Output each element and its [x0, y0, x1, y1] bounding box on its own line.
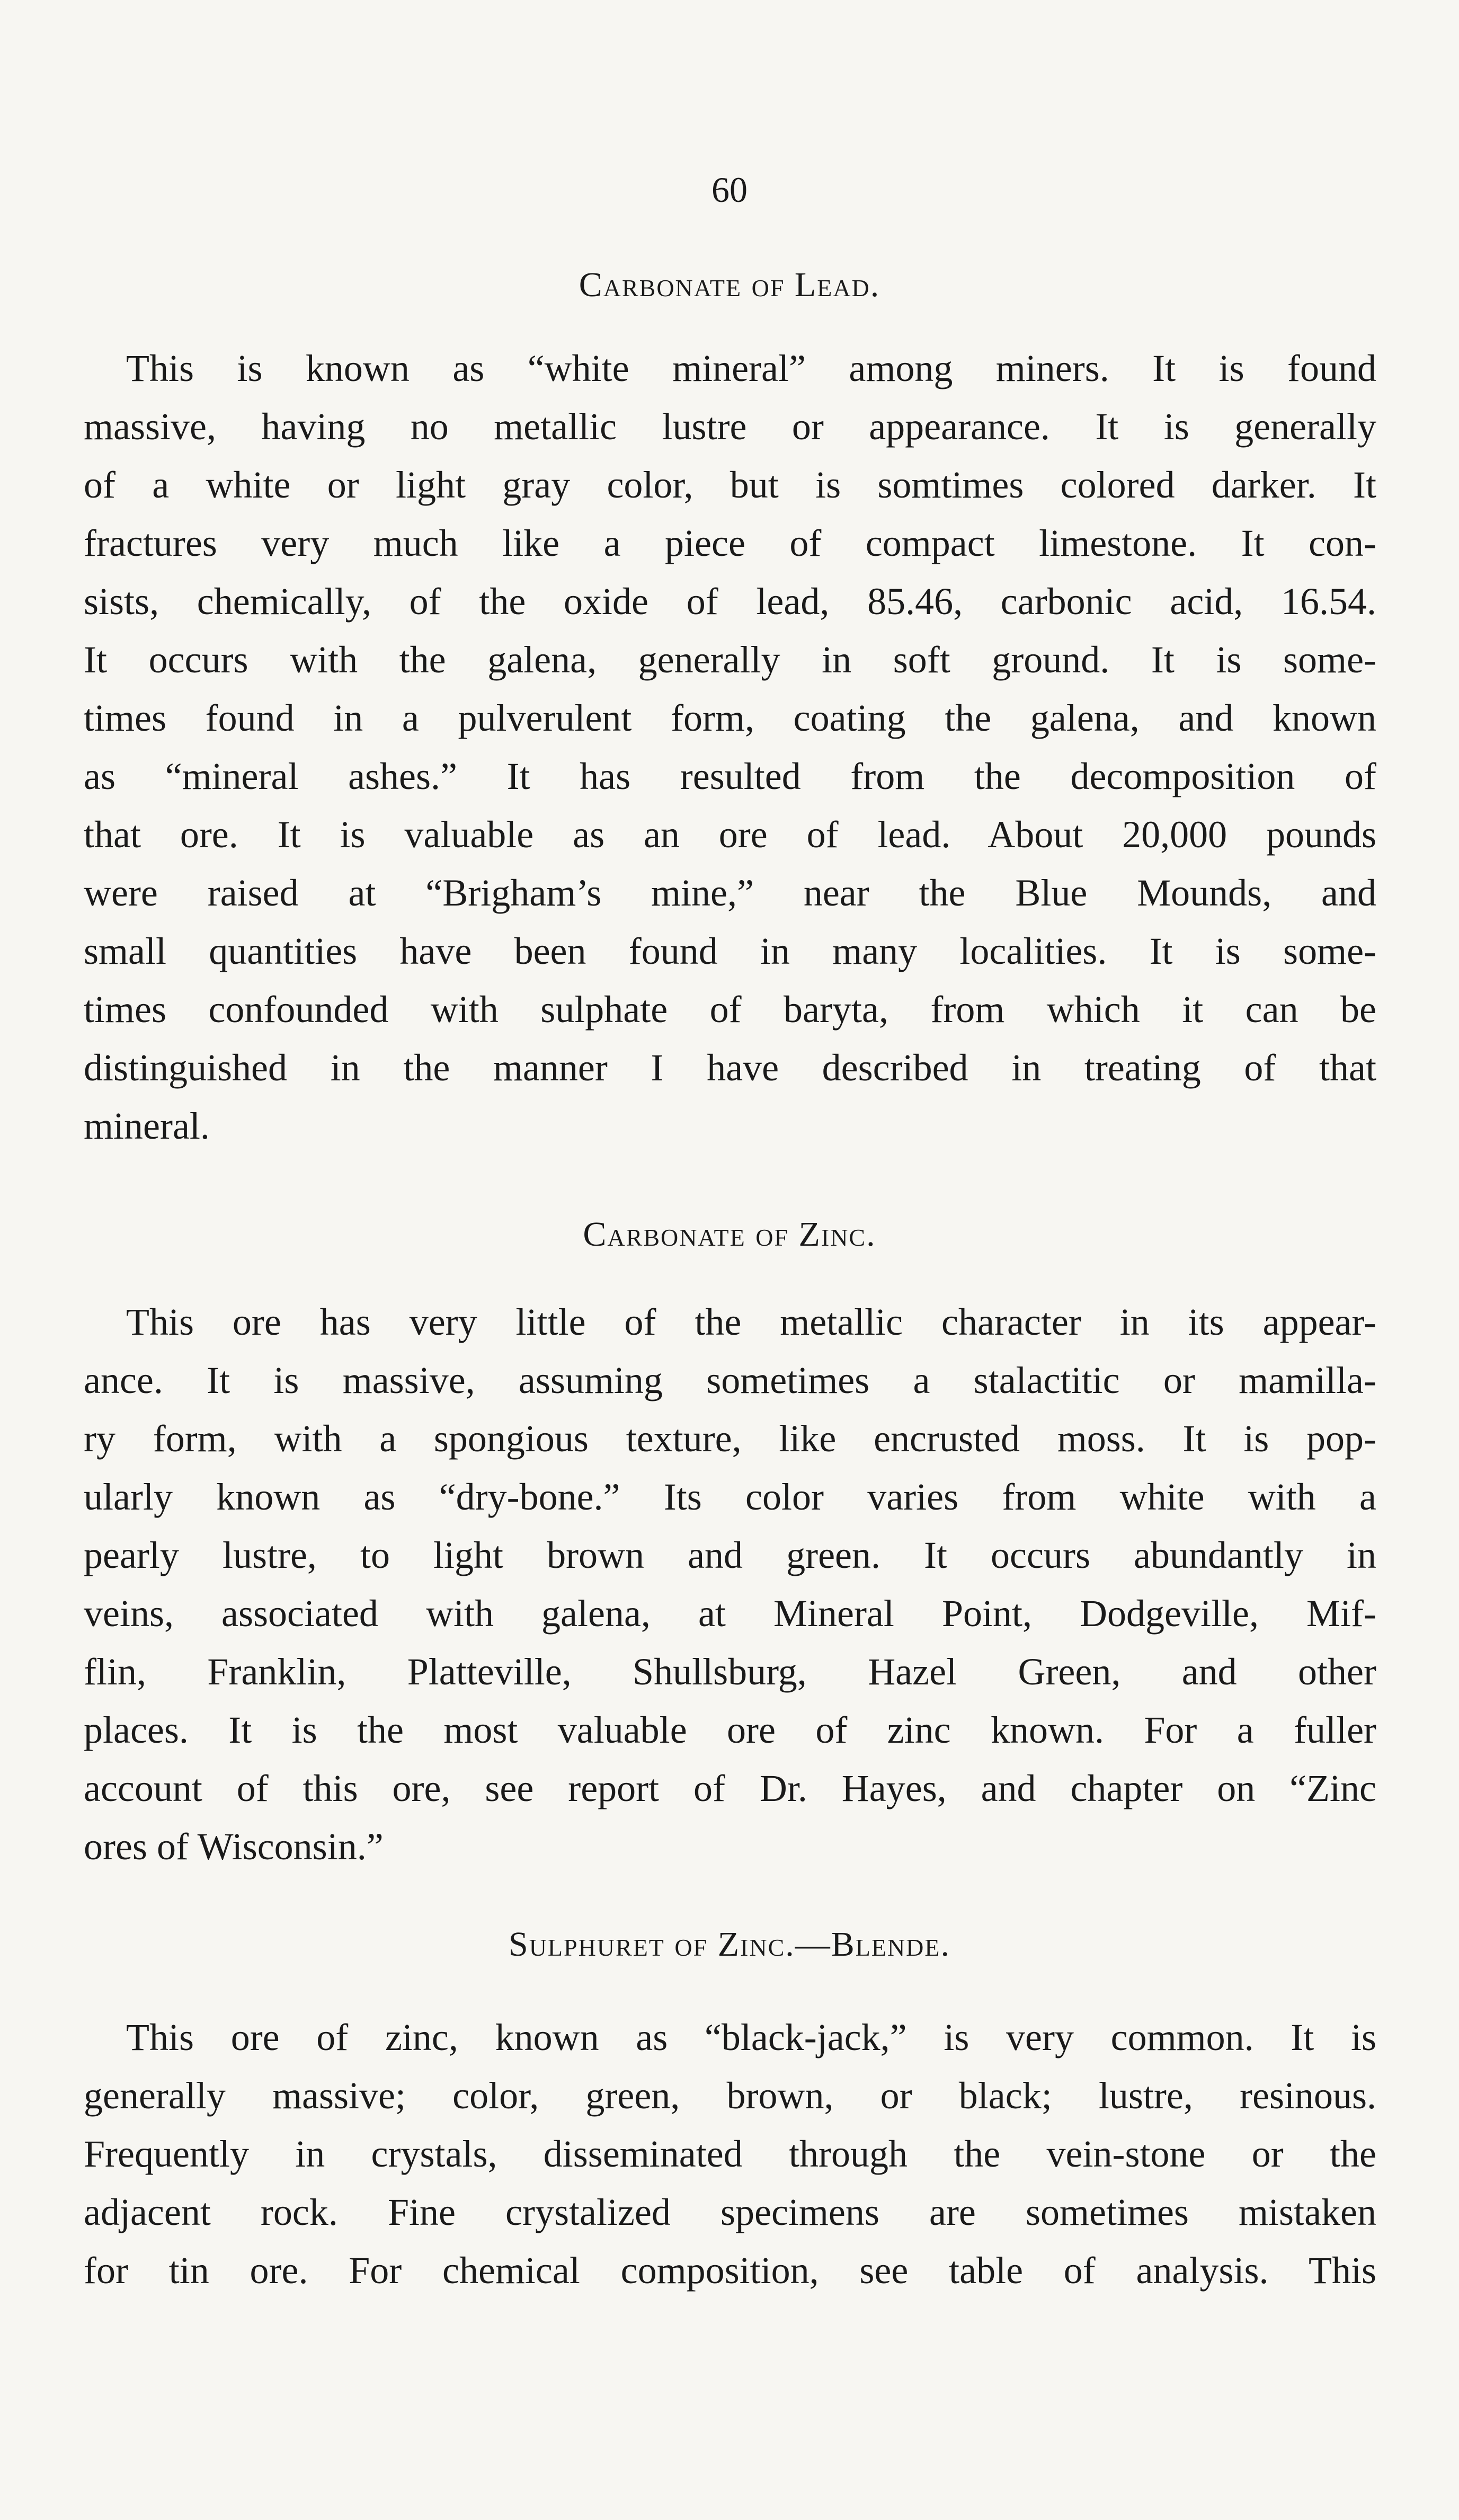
text-line: mineral.	[84, 1105, 210, 1147]
section-heading-carbonate-of-lead: Carbonate of Lead.	[579, 265, 880, 304]
text-line: distinguished in the manner I have described in treating of that	[84, 1046, 1376, 1089]
text-line: This is known as “white mineral” among miners. It is found	[126, 347, 1376, 389]
text-line: This ore has very little of the metallic character in its appear-	[126, 1301, 1376, 1343]
paragraph-carbonate-of-lead	[84, 339, 1376, 1155]
text-line: ry form, with a spongious texture, like encrusted moss. It is pop-	[84, 1417, 1376, 1460]
text-line: fractures very much like a piece of compact limestone. It con-	[84, 522, 1376, 564]
text-line: This ore of zinc, known as “black-jack,” is very common. It is	[126, 2016, 1376, 2058]
text-line: as “mineral ashes.” It has resulted from the decomposition of	[84, 755, 1376, 797]
text-line: times confounded with sulphate of baryta, from which it can be	[84, 988, 1376, 1031]
paragraph-sulphuret-of-zinc	[84, 2008, 1376, 2300]
text-line: pearly lustre, to light brown and green. It occurs abundantly in	[84, 1534, 1376, 1576]
text-line: Frequently in crystals, disseminated through the vein-stone or the	[84, 2133, 1376, 2175]
text-line: account of this ore, see report of Dr. Hayes, and chapter on “Zinc	[84, 1767, 1376, 1809]
text-line: places. It is the most valuable ore of zinc known. For a fuller	[84, 1709, 1376, 1751]
text-line: were raised at “Brigham’s mine,” near the Blue Mounds, and	[84, 872, 1376, 914]
text-line: times found in a pulverulent form, coating the galena, and known	[84, 697, 1376, 739]
text-line: small quantities have been found in many localities. It is some-	[84, 930, 1376, 972]
section-heading-carbonate-of-zinc: Carbonate of Zinc.	[583, 1215, 876, 1254]
paragraph-carbonate-of-zinc	[84, 1293, 1376, 1876]
text-line: massive, having no metallic lustre or appearance. It is generally	[84, 405, 1376, 448]
text-line: It occurs with the galena, generally in soft ground. It is some-	[84, 638, 1376, 681]
text-line: veins, associated with galena, at Mineral Point, Dodgeville, Mif-	[84, 1592, 1376, 1635]
text-line: generally massive; color, green, brown, or black; lustre, resinous.	[84, 2074, 1376, 2117]
text-line: ularly known as “dry-bone.” Its color varies from white with a	[84, 1476, 1376, 1518]
text-line: flin, Franklin, Platteville, Shullsburg, Hazel Green, and other	[84, 1651, 1376, 1693]
section-heading-sulphuret-of-zinc: Sulphuret of Zinc.—Blende.	[508, 1925, 951, 1964]
text-line: that ore. It is valuable as an ore of lead. About 20,000 pounds	[84, 813, 1376, 856]
text-line: of a white or light gray color, but is somtimes colored darker. It	[84, 464, 1376, 506]
text-line: ores of Wisconsin.”	[84, 1825, 384, 1868]
text-line: adjacent rock. Fine crystalized specimens are sometimes mistaken	[84, 2191, 1376, 2233]
text-line: ance. It is massive, assuming sometimes a stalactitic or mamilla-	[84, 1359, 1376, 1401]
text-line: for tin ore. For chemical composition, see table of analysis. This	[84, 2249, 1376, 2292]
page-number: 60	[711, 170, 748, 210]
text-line: sists, chemically, of the oxide of lead, 85.46, carbonic acid, 16.54.	[84, 580, 1376, 623]
